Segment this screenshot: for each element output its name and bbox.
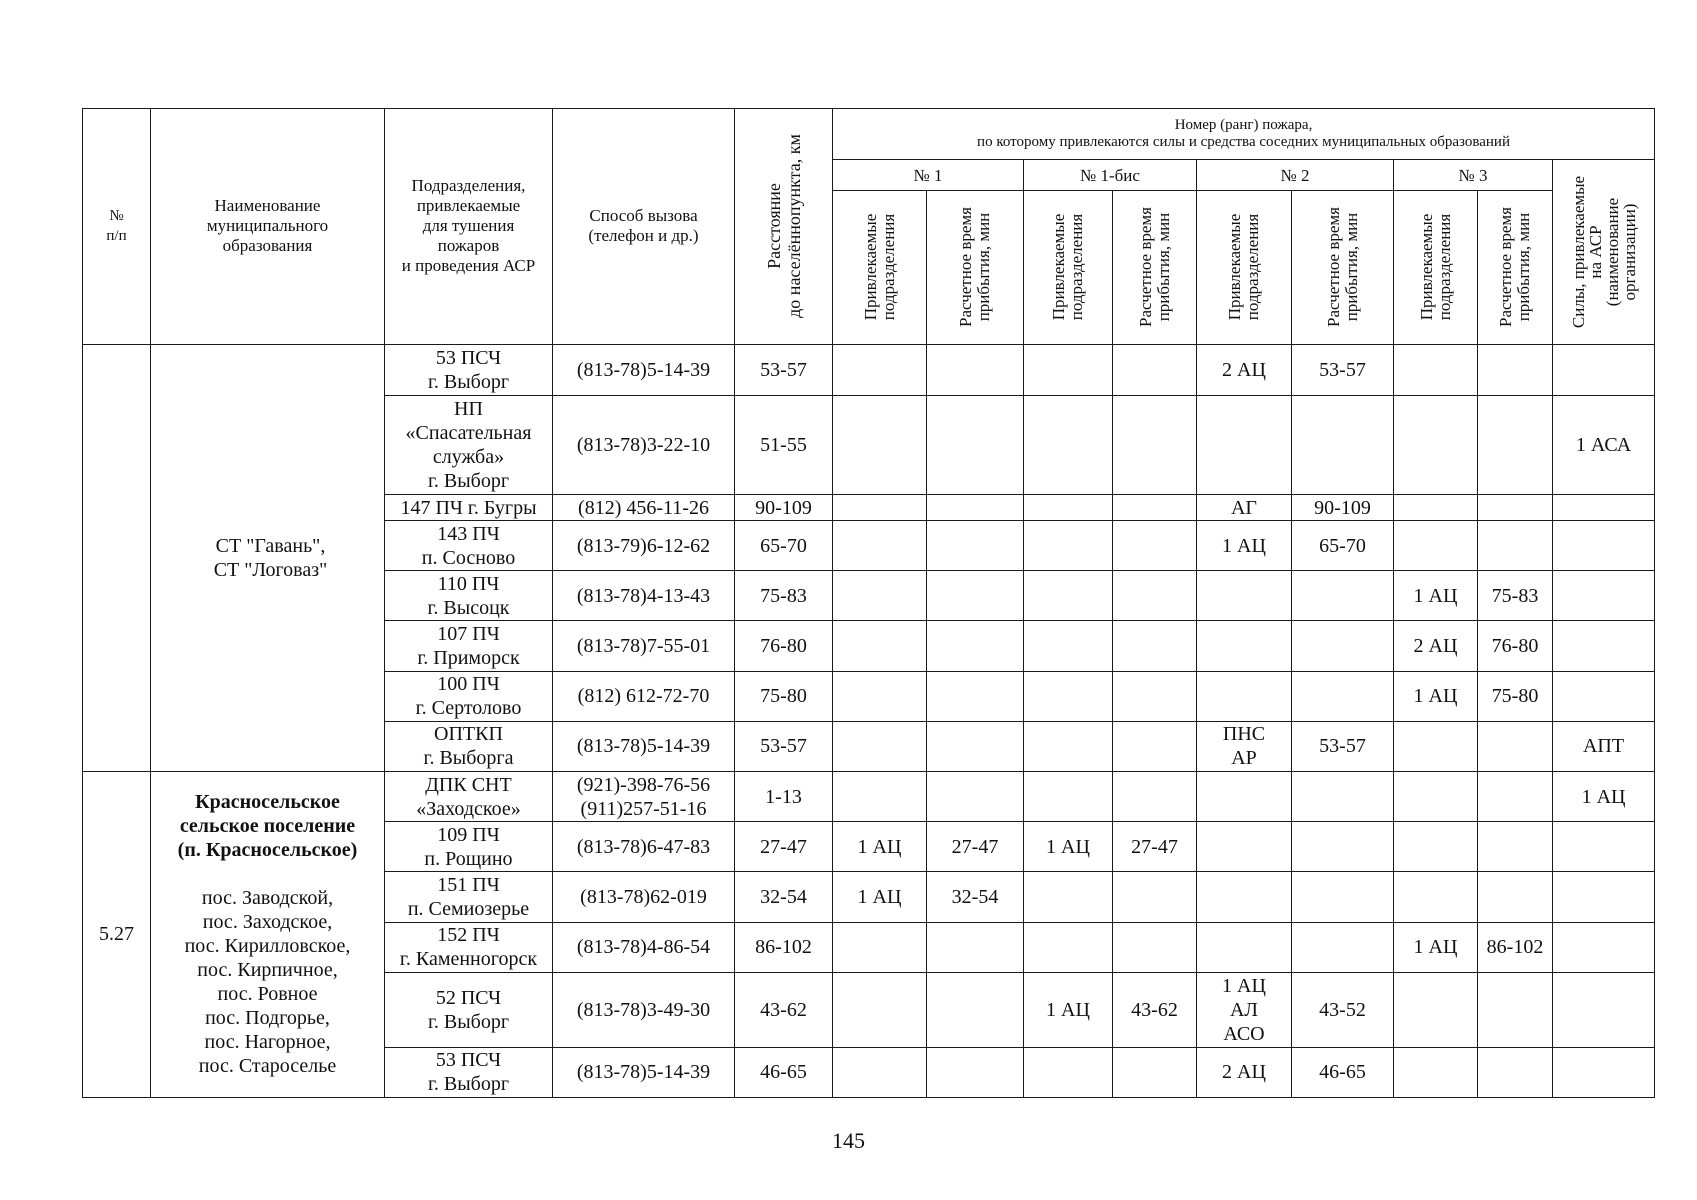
- r1bt-cell: [1113, 922, 1197, 972]
- table-row: [83, 344, 1655, 395]
- r1t-cell: [927, 495, 1024, 521]
- r3t-cell: [1478, 822, 1553, 872]
- r1t-cell: [927, 571, 1024, 621]
- unit-cell: 151 ПЧ п. Семиозерье: [385, 872, 553, 922]
- r1bt-cell: [1113, 520, 1197, 570]
- asr-cell: [1553, 1047, 1655, 1097]
- r3u-cell: [1394, 1047, 1478, 1097]
- r2u-cell: 2 АЦ: [1197, 1047, 1292, 1097]
- r3t-cell: [1478, 872, 1553, 922]
- header-rank1-time: Расчетное время прибытия, мин: [927, 190, 1024, 344]
- r2u-cell: 2 АЦ: [1197, 344, 1292, 395]
- header-municipality: Наименование муниципального образования: [151, 109, 385, 345]
- header-rank1-units: Привлекаемые подразделения: [833, 190, 927, 344]
- asr-cell: [1553, 972, 1655, 1047]
- r1u-cell: [833, 922, 927, 972]
- phone-cell: (813-78)5-14-39: [553, 344, 735, 395]
- row-number-cell: [83, 344, 151, 771]
- r1bt-cell: [1113, 1047, 1197, 1097]
- header-rank-3: № 3: [1394, 160, 1553, 191]
- r2u-cell: [1197, 872, 1292, 922]
- r1t-cell: [927, 721, 1024, 771]
- header-call-method: Способ вызова (телефон и др.): [553, 109, 735, 345]
- r1bu-cell: [1024, 571, 1113, 621]
- unit-cell: 110 ПЧ г. Высоцк: [385, 571, 553, 621]
- r1u-cell: [833, 621, 927, 671]
- r2t-cell: [1292, 671, 1394, 721]
- r3t-cell: [1478, 972, 1553, 1047]
- r3t-cell: [1478, 495, 1553, 521]
- r1bu-cell: [1024, 395, 1113, 494]
- header-number: № п/п: [83, 109, 151, 345]
- r2t-cell: 65-70: [1292, 520, 1394, 570]
- r1bu-cell: [1024, 922, 1113, 972]
- phone-cell: (813-78)4-13-43: [553, 571, 735, 621]
- distance-cell: 43-62: [735, 972, 833, 1047]
- r1t-cell: [927, 395, 1024, 494]
- table-body: [83, 109, 1655, 1098]
- r2t-cell: [1292, 571, 1394, 621]
- unit-cell: 53 ПСЧ г. Выборг: [385, 1047, 553, 1097]
- distance-cell: 53-57: [735, 721, 833, 771]
- r2t-cell: [1292, 771, 1394, 821]
- distance-cell: 27-47: [735, 822, 833, 872]
- distance-cell: 65-70: [735, 520, 833, 570]
- r3t-cell: [1478, 344, 1553, 395]
- r2u-cell: 1 АЦ: [1197, 520, 1292, 570]
- unit-cell: 152 ПЧ г. Каменногорск: [385, 922, 553, 972]
- r3t-cell: [1478, 395, 1553, 494]
- r3u-cell: [1394, 495, 1478, 521]
- r2u-cell: [1197, 621, 1292, 671]
- r2u-cell: [1197, 822, 1292, 872]
- unit-cell: НП «Спасательная служба» г. Выборг: [385, 395, 553, 494]
- r1t-cell: [927, 771, 1024, 821]
- asr-cell: [1553, 822, 1655, 872]
- unit-cell: 147 ПЧ г. Бугры: [385, 495, 553, 521]
- asr-cell: 1 АЦ: [1553, 771, 1655, 821]
- settlement-cell: СТ "Гавань", СТ "Логоваз": [151, 344, 385, 771]
- r1bu-cell: [1024, 344, 1113, 395]
- r3t-cell: 75-80: [1478, 671, 1553, 721]
- unit-cell: ДПК СНТ «Заходское»: [385, 771, 553, 821]
- phone-cell: (921)-398-76-56 (911)257-51-16: [553, 771, 735, 821]
- r1bt-cell: [1113, 395, 1197, 494]
- r1bu-cell: [1024, 495, 1113, 521]
- phone-cell: (813-78)62-019: [553, 872, 735, 922]
- settlement-name: Красносельское сельское поселение (п. Красносельское): [177, 791, 358, 862]
- phone-cell: (813-79)6-12-62: [553, 520, 735, 570]
- asr-cell: [1553, 671, 1655, 721]
- table-row: [83, 771, 1655, 821]
- r1bu-cell: [1024, 671, 1113, 721]
- r1bu-cell: [1024, 872, 1113, 922]
- r3u-cell: 1 АЦ: [1394, 922, 1478, 972]
- page-number: 145: [832, 1128, 865, 1153]
- phone-cell: (812) 456-11-26: [553, 495, 735, 521]
- header-rank-1bis: № 1-бис: [1024, 160, 1197, 191]
- r1t-cell: [927, 1047, 1024, 1097]
- r2t-cell: 43-52: [1292, 972, 1394, 1047]
- asr-cell: [1553, 872, 1655, 922]
- distance-cell: 32-54: [735, 872, 833, 922]
- distance-cell: 1-13: [735, 771, 833, 821]
- r1t-cell: [927, 972, 1024, 1047]
- phone-cell: (813-78)5-14-39: [553, 1047, 735, 1097]
- r2u-cell: [1197, 671, 1292, 721]
- r1t-cell: 32-54: [927, 872, 1024, 922]
- r3t-cell: [1478, 520, 1553, 570]
- r1bu-cell: [1024, 771, 1113, 821]
- r1bt-cell: [1113, 771, 1197, 821]
- header-units: Подразделения, привлекаемые для тушения пожаров и проведения АСР: [385, 109, 553, 345]
- r1t-cell: [927, 520, 1024, 570]
- r1bt-cell: [1113, 621, 1197, 671]
- r2u-cell: [1197, 571, 1292, 621]
- r1bt-cell: [1113, 671, 1197, 721]
- header-fire-rank: Номер (ранг) пожара, по которому привлекаются силы и средства соседних муниципальных образований: [833, 109, 1655, 160]
- asr-cell: [1553, 520, 1655, 570]
- r2t-cell: 90-109: [1292, 495, 1394, 521]
- header-rank-2: № 2: [1197, 160, 1394, 191]
- r3u-cell: 1 АЦ: [1394, 671, 1478, 721]
- unit-cell: 100 ПЧ г. Сертолово: [385, 671, 553, 721]
- distance-cell: 75-83: [735, 571, 833, 621]
- r1u-cell: 1 АЦ: [833, 872, 927, 922]
- r2t-cell: 53-57: [1292, 344, 1394, 395]
- r2t-cell: 46-65: [1292, 1047, 1394, 1097]
- header-asr-forces: Силы, привлекаемые на АСР (наименование организации): [1553, 160, 1655, 344]
- r3u-cell: 2 АЦ: [1394, 621, 1478, 671]
- r1t-cell: [927, 621, 1024, 671]
- r3t-cell: 76-80: [1478, 621, 1553, 671]
- r2t-cell: [1292, 621, 1394, 671]
- header-rank3-units: Привлекаемые подразделения: [1394, 190, 1478, 344]
- r1u-cell: [833, 520, 927, 570]
- header-distance: Расстояние до населённопункта, км: [735, 109, 833, 345]
- asr-cell: [1553, 344, 1655, 395]
- header-rank1bis-units: Привлекаемые подразделения: [1024, 190, 1113, 344]
- asr-cell: [1553, 571, 1655, 621]
- asr-cell: [1553, 621, 1655, 671]
- r1bu-cell: [1024, 1047, 1113, 1097]
- r3t-cell: [1478, 721, 1553, 771]
- distance-cell: 76-80: [735, 621, 833, 671]
- r1bu-cell: [1024, 621, 1113, 671]
- r3u-cell: [1394, 721, 1478, 771]
- r2t-cell: [1292, 922, 1394, 972]
- unit-cell: ОПТКП г. Выборга: [385, 721, 553, 771]
- r1bu-cell: [1024, 721, 1113, 771]
- unit-cell: 143 ПЧ п. Сосново: [385, 520, 553, 570]
- asr-cell: 1 АСА: [1553, 395, 1655, 494]
- r1bt-cell: [1113, 344, 1197, 395]
- r1bt-cell: [1113, 721, 1197, 771]
- r1bt-cell: [1113, 495, 1197, 521]
- unit-cell: 53 ПСЧ г. Выборг: [385, 344, 553, 395]
- r2t-cell: [1292, 395, 1394, 494]
- distance-cell: 46-65: [735, 1047, 833, 1097]
- header-rank2-units: Привлекаемые подразделения: [1197, 190, 1292, 344]
- r1u-cell: [833, 571, 927, 621]
- r2u-cell: АГ: [1197, 495, 1292, 521]
- r2u-cell: [1197, 395, 1292, 494]
- unit-cell: 107 ПЧ г. Приморск: [385, 621, 553, 671]
- r3u-cell: [1394, 771, 1478, 821]
- r3u-cell: [1394, 344, 1478, 395]
- r3u-cell: [1394, 972, 1478, 1047]
- r3t-cell: [1478, 1047, 1553, 1097]
- header-rank3-time: Расчетное время прибытия, мин: [1478, 190, 1553, 344]
- r1t-cell: [927, 922, 1024, 972]
- r1bt-cell: [1113, 872, 1197, 922]
- header-rank1bis-time: Расчетное время прибытия, мин: [1113, 190, 1197, 344]
- phone-cell: (813-78)6-47-83: [553, 822, 735, 872]
- distance-cell: 90-109: [735, 495, 833, 521]
- asr-cell: [1553, 495, 1655, 521]
- fire-forces-table: [82, 108, 1655, 1098]
- distance-cell: 53-57: [735, 344, 833, 395]
- r3t-cell: 86-102: [1478, 922, 1553, 972]
- r2u-cell: 1 АЦ АЛ АСО: [1197, 972, 1292, 1047]
- r1u-cell: [833, 771, 927, 821]
- r1u-cell: [833, 395, 927, 494]
- r1u-cell: [833, 1047, 927, 1097]
- r2u-cell: [1197, 771, 1292, 821]
- asr-cell: АПТ: [1553, 721, 1655, 771]
- r1u-cell: [833, 495, 927, 521]
- r1u-cell: [833, 344, 927, 395]
- r3u-cell: [1394, 520, 1478, 570]
- phone-cell: (813-78)3-49-30: [553, 972, 735, 1047]
- r3u-cell: [1394, 822, 1478, 872]
- r1bu-cell: [1024, 520, 1113, 570]
- asr-cell: [1553, 922, 1655, 972]
- phone-cell: (813-78)3-22-10: [553, 395, 735, 494]
- r1bt-cell: 43-62: [1113, 972, 1197, 1047]
- r2u-cell: [1197, 922, 1292, 972]
- r2t-cell: [1292, 872, 1394, 922]
- r2u-cell: ПНС АР: [1197, 721, 1292, 771]
- phone-cell: (813-78)4-86-54: [553, 922, 735, 972]
- r1t-cell: [927, 344, 1024, 395]
- distance-cell: 75-80: [735, 671, 833, 721]
- r3u-cell: 1 АЦ: [1394, 571, 1478, 621]
- r3t-cell: [1478, 771, 1553, 821]
- unit-cell: 109 ПЧ п. Рощино: [385, 822, 553, 872]
- header-rank2-time: Расчетное время прибытия, мин: [1292, 190, 1394, 344]
- r1t-cell: [927, 671, 1024, 721]
- r1t-cell: 27-47: [927, 822, 1024, 872]
- r3u-cell: [1394, 872, 1478, 922]
- r2t-cell: [1292, 822, 1394, 872]
- r3t-cell: 75-83: [1478, 571, 1553, 621]
- distance-cell: 51-55: [735, 395, 833, 494]
- r1bt-cell: 27-47: [1113, 822, 1197, 872]
- r2t-cell: 53-57: [1292, 721, 1394, 771]
- r1bt-cell: [1113, 571, 1197, 621]
- r1u-cell: 1 АЦ: [833, 822, 927, 872]
- r1u-cell: [833, 721, 927, 771]
- r1bu-cell: 1 АЦ: [1024, 972, 1113, 1047]
- distance-cell: 86-102: [735, 922, 833, 972]
- r1u-cell: [833, 671, 927, 721]
- phone-cell: (813-78)7-55-01: [553, 621, 735, 671]
- r1u-cell: [833, 972, 927, 1047]
- phone-cell: (812) 612-72-70: [553, 671, 735, 721]
- phone-cell: (813-78)5-14-39: [553, 721, 735, 771]
- settlement-cell: [151, 771, 385, 1097]
- r3u-cell: [1394, 395, 1478, 494]
- settlement-list: пос. Заводской, пос. Заходское, пос. Кирилловское, пос. Кирпичное, пос. Ровное пос. Подгорье, пос. Нагорное, пос. Староселье: [184, 887, 351, 1078]
- header-rank-1: № 1: [833, 160, 1024, 191]
- row-number-cell: 5.27: [83, 771, 151, 1097]
- unit-cell: 52 ПСЧ г. Выборг: [385, 972, 553, 1047]
- r1bu-cell: 1 АЦ: [1024, 822, 1113, 872]
